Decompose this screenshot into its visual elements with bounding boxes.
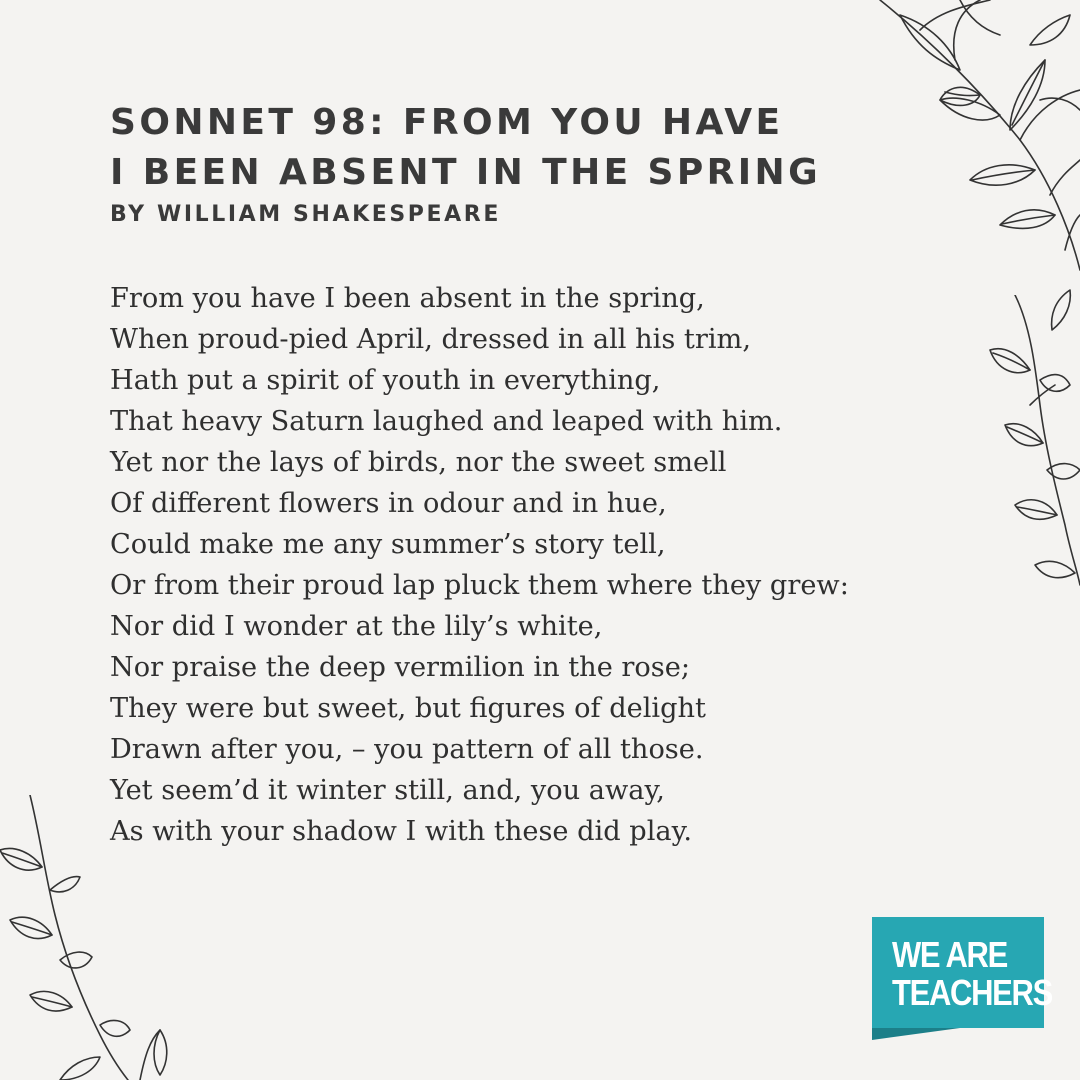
poem-line: From you have I been absent in the spring, [110,283,705,314]
poem-line: Hath put a spirit of youth in everything, [110,365,661,396]
poem-body [110,278,980,852]
poem-line: Of different flowers in odour and in hue, [110,488,667,519]
title-block [110,98,1010,230]
poem-line: They were but sweet, but figures of delight [110,693,706,724]
poem-line: Nor praise the deep vermilion in the rose; [110,652,690,683]
poem-line: That heavy Saturn laughed and leaped with him. [110,406,783,437]
poem-line: Yet seem’d it winter still, and, you away, [110,775,665,806]
poem-line: Yet nor the lays of birds, nor the sweet smell [110,447,727,478]
poem-line: Drawn after you, – you pattern of all those. [110,734,704,765]
logo-text-line-1: WE ARE [892,934,1007,975]
poem-title-line-2: I BEEN ABSENT IN THE SPRING [110,152,822,193]
poem-line: Could make me any summer’s story tell, [110,529,666,560]
poem-line: Or from their proud lap pluck them where they grew: [110,570,849,601]
poem-title-line-1: SONNET 98: FROM YOU HAVE [110,102,784,143]
poem-line: As with your shadow I with these did play. [110,816,692,847]
logo-text-line-2: TEACHERS [892,972,1052,1013]
poem-byline: BY WILLIAM SHAKESPEARE [110,202,501,227]
logo-fold-icon [872,1028,960,1040]
leaf-vine-right-icon [985,295,1080,595]
poem-line: Nor did I wonder at the lily’s white, [110,611,603,642]
poem-line: When proud-pied April, dressed in all his trim, [110,324,751,355]
we-are-teachers-logo [872,917,1052,1028]
